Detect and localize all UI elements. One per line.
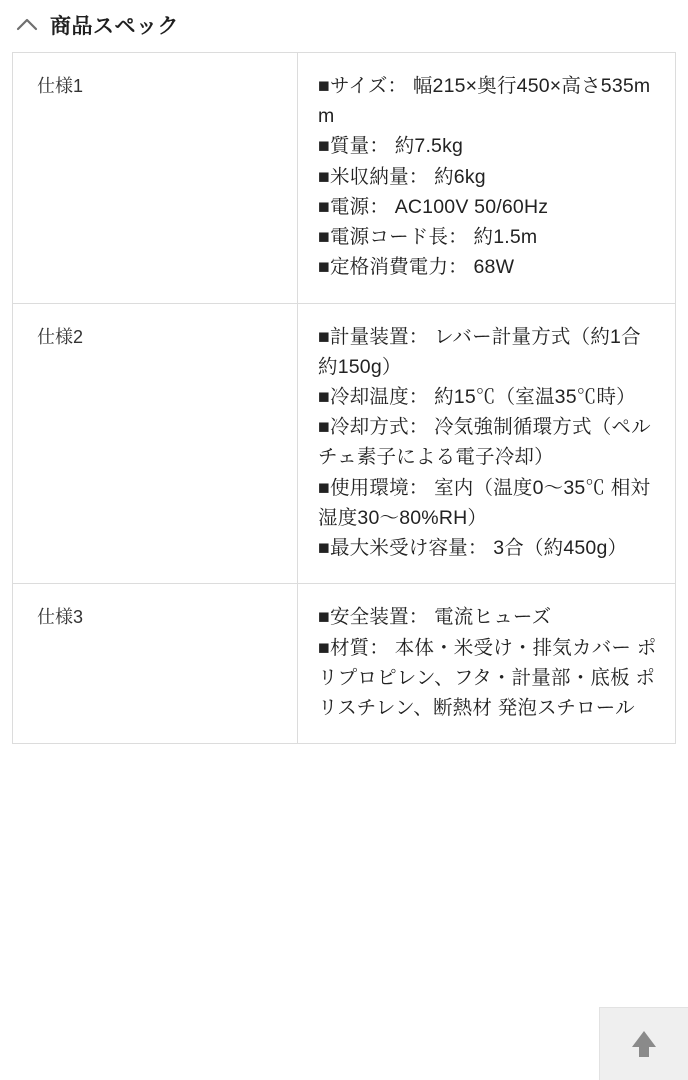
table-row (13, 584, 676, 744)
spec-value (298, 303, 676, 584)
spec-table (12, 52, 676, 744)
spec-label: 仕様3 (13, 584, 298, 744)
scroll-to-top-button[interactable] (599, 1007, 688, 1080)
spec-line: ■安全装置： 電流ヒューズ (318, 606, 552, 629)
spec-line: ■材質： 本体・米受け・排気カバー ポリプロピレン、フタ・計量部・底板 ポリスチレン、断熱材 発泡スチロール (318, 636, 657, 719)
spec-line: ■定格消費電力： 68W (318, 256, 515, 279)
spec-value (298, 584, 676, 744)
spec-label: 仕様2 (13, 303, 298, 584)
spec-line: ■電源コード長： 約1.5m (318, 226, 538, 249)
spec-label: 仕様1 (13, 53, 298, 304)
spec-line: ■米収納量： 約6kg (318, 165, 486, 188)
spec-line: ■冷却方式： 冷気強制循環方式（ペルチェ素子による電子冷却） (318, 416, 651, 469)
page-title: 商品スペック (50, 15, 179, 38)
spec-value (298, 53, 676, 304)
table-row (13, 53, 676, 304)
spec-line: ■冷却温度： 約15℃（室温35℃時） (318, 385, 636, 408)
spec-line: ■使用環境： 室内（温度0〜35℃ 相対湿度30〜80%RH） (318, 476, 651, 529)
spec-line: ■最大米受け容量： 3合（約450g） (318, 537, 628, 560)
arrow-up-icon (623, 1023, 665, 1065)
spec-line: ■質量： 約7.5kg (318, 135, 464, 158)
table-row (13, 303, 676, 584)
chevron-up-icon[interactable] (14, 12, 40, 38)
spec-line: ■電源： AC100V 50/60Hz (318, 195, 549, 218)
spec-line: ■計量装置： レバー計量方式（約1合 約150g） (318, 325, 641, 378)
section-header[interactable] (0, 0, 688, 52)
spec-line: ■サイズ： 幅215×奥行450×高さ535mm (318, 75, 651, 128)
